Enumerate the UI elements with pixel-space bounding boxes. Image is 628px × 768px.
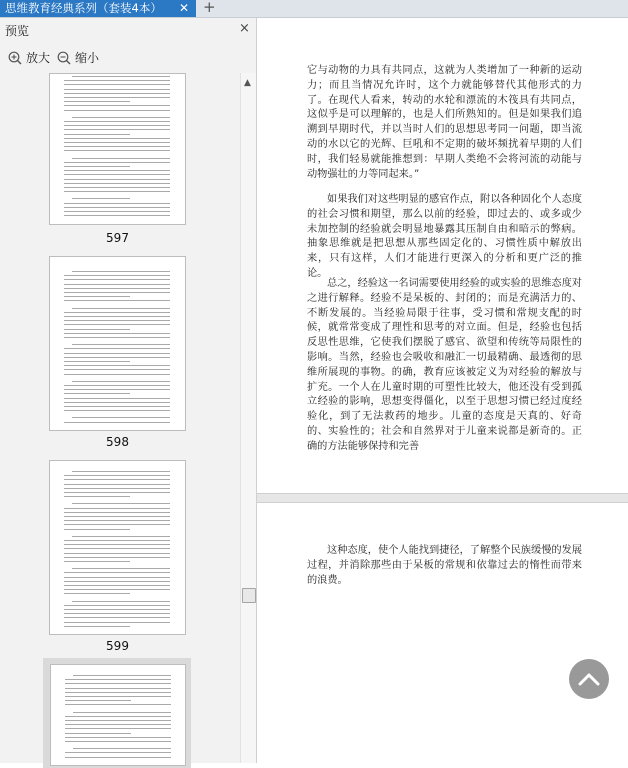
- thumbnail-text-line: [65, 679, 171, 680]
- thumbnail-text-line: [64, 577, 170, 578]
- thumbnail-text-line: [64, 279, 170, 280]
- tab-title: 思维教育经典系列（套装4本）: [5, 1, 162, 15]
- thumbnail-text-line: [64, 211, 170, 212]
- chevron-up-icon: [578, 672, 600, 686]
- thumbnail-text-line: [72, 198, 130, 199]
- thumbnail-text-line: [64, 329, 130, 330]
- thumbnail-text-line: [65, 733, 131, 734]
- thumbnail-text-line: [65, 683, 171, 684]
- thumbnail-text-line: [72, 344, 170, 345]
- thumbnail-text-line: [64, 101, 130, 102]
- thumbnail-text-line: [65, 757, 171, 758]
- thumbnail-text-line: [64, 529, 130, 530]
- paragraph: 总之，经验这一名词需要使用经验的或实验的思维态度对之进行解释。经验不是呆板的、封闭的；而是充满活力的、不断发展的。当经验局限于往事，受习惯和常规支配的时候，就常常变成了理性和思考的对立面。但是，经验也包括反思性思维，它使我们摆脱了感官、欲望和传统等局限性的影响。当然，经验也会吸收和融汇一切最精确、最透彻的思维所展现的事物。的确，教育应该被定义为对经验的解放与扩充。一个人在儿童时期的可塑性比较大，他还没有受到孤立经验的影响，思想变得僵化，以至于思想习惯已经过度经验化，到了无法救药的地步。儿童的态度是天真的、好奇的、实验性的；社会和自然界对于儿童来说都是新奇的。正确的方法能够保持和完善: [307, 278, 582, 452]
- paragraph: 如果我们对这些明显的感官作点，附以各种固化个人态度的社会习惯和期望，那么以前的经验，即过去的、或多或少未加控制的经验就会明显地暴露其压制自由和暗示的弊病。抽象思维就是把思想从那些固定化的、习惯性质中解放出来，只有这样，人们才能进行更深入的分析和更广泛的推论。: [307, 194, 582, 279]
- zoom-toolbar: [0, 48, 256, 68]
- thumbnail-text-line: [64, 572, 170, 573]
- thumbnail-text-line: [64, 179, 170, 180]
- thumbnail-text-line: [72, 117, 170, 118]
- thumbnail-text-line: [64, 129, 170, 130]
- thumbnail-text-line: [64, 374, 170, 375]
- thumbnail-text-line: [64, 150, 170, 151]
- thumbnail-text-line: [65, 728, 171, 729]
- thumbnail-text-line: [64, 479, 170, 480]
- zoom-in-icon: [8, 51, 22, 65]
- thumbnail-text-line: [64, 512, 170, 513]
- page-number-label: 599: [106, 639, 129, 653]
- thumbnail-text-line: [64, 316, 170, 317]
- preview-panel-header: [0, 18, 256, 42]
- thumbnail-text-line: [73, 712, 171, 713]
- thumbnail-text-line: [65, 688, 171, 689]
- thumbnail-text-line: [64, 324, 170, 325]
- thumbnail-text-line: [64, 398, 170, 399]
- thumbnail-scrollbar[interactable]: [240, 73, 256, 763]
- thumbnail-text-line: [72, 601, 170, 602]
- thumbnail-text-line: [64, 312, 170, 313]
- close-icon[interactable]: ×: [239, 21, 250, 36]
- thumbnail-text-line: [64, 585, 170, 586]
- thumbnail-text-line: [64, 385, 170, 386]
- thumbnail-text-line: [64, 402, 170, 403]
- thumbnail-text-line: [64, 300, 170, 301]
- page-thumbnail[interactable]: [49, 460, 186, 635]
- zoom-out-button[interactable]: [57, 48, 99, 68]
- scroll-up-arrow-icon[interactable]: ▲: [244, 78, 251, 88]
- tab-active-book[interactable]: [0, 0, 196, 17]
- thumbnail-text-line: [64, 475, 170, 476]
- thumbnail-text-line: [72, 76, 170, 77]
- page-number-label: 598: [106, 435, 129, 449]
- thumbnail-text-line: [64, 369, 170, 370]
- thumbnail-text-line: [64, 622, 170, 623]
- thumbnail-text-line: [65, 737, 171, 738]
- page-separator: [257, 493, 628, 503]
- thumbnail-list: [0, 73, 240, 763]
- thumbnail-text-line: [72, 568, 170, 569]
- thumbnail-text-line: [65, 692, 171, 693]
- thumbnail-text-line: [64, 605, 170, 606]
- thumbnail-text-line: [64, 553, 170, 554]
- paragraph: 它与动物的力具有共同点，这就为人类增加了一种新的运动力；而且当情况允许时，这个力就能够替代其他形式的力了。在现代人看来，转动的水轮和漂流的木筏具有共同点，这似乎是可以理解的，也是人们所熟知的。但是如果我们追溯到早期时代，并以当时人们的思想思考同一问题，即当流动的水以它的光辉、巨吼和不定期的破坏频扰着早期的人们时，我们轻易就能推想到：早期人类绝不会将河流的动能与动物强壮的力等同起来。”: [307, 65, 582, 180]
- thumbnail-text-line: [64, 406, 170, 407]
- thumbnail-text-line: [64, 170, 170, 171]
- thumbnail-text-line: [64, 292, 170, 293]
- thumbnail-text-line: [64, 134, 130, 135]
- thumbnail-text-line: [64, 540, 170, 541]
- thumbnail-text-line: [64, 348, 170, 349]
- thumbnail-text-line: [64, 142, 170, 143]
- page-thumbnail[interactable]: [49, 73, 186, 225]
- thumbnail-text-line: [64, 215, 170, 216]
- thumbnail-text-line: [64, 484, 170, 485]
- zoom-in-button[interactable]: [8, 48, 50, 68]
- thumbnail-text-line: [64, 613, 170, 614]
- zoom-in-label: 放大: [26, 51, 51, 65]
- thumbnail-text-line: [73, 748, 171, 749]
- thumbnail-text-line: [65, 741, 171, 742]
- thumbnail-text-line: [65, 720, 171, 721]
- thumbnail-text-line: [64, 524, 170, 525]
- thumbnail-text-line: [64, 516, 170, 517]
- thumbnail-text-line: [64, 207, 170, 208]
- thumbnail-text-line: [64, 365, 170, 366]
- thumbnail-text-line: [64, 593, 130, 594]
- back-to-top-button[interactable]: [569, 659, 609, 699]
- thumbnail-text-line: [64, 488, 170, 489]
- thumbnail-text-line: [64, 183, 170, 184]
- thumbnail-text-line: [64, 203, 170, 204]
- thumbnail-text-line: [65, 716, 171, 717]
- thumbnail-text-line: [64, 609, 170, 610]
- thumbnail-text-line: [64, 337, 170, 338]
- thumbnail-text-line: [64, 162, 170, 163]
- thumbnail-text-line: [64, 561, 130, 562]
- thumbnail-text-line: [64, 80, 170, 81]
- thumbnail-text-line: [65, 752, 171, 753]
- thumbnail-text-line: [64, 187, 170, 188]
- thumbnail-text-line: [64, 97, 170, 98]
- thumbnail-text-line: [64, 557, 170, 558]
- thumbnail-text-line: [64, 84, 170, 85]
- thumbnail-text-line: [72, 536, 170, 537]
- thumbnail-text-line: [72, 471, 170, 472]
- paragraph: 这种态度，使个人能找到捷径，了解整个民族缓慢的发展过程，并消除那些由于呆板的常规和依靠过去的惰性而带来的浪费。: [307, 545, 582, 586]
- thumbnail-text-line: [72, 271, 170, 272]
- thumbnail-text-line: [65, 696, 171, 697]
- thumbnail-text-line: [64, 121, 170, 122]
- thumbnail-text-line: [64, 410, 170, 411]
- thumbnail-text-line: [72, 503, 170, 504]
- thumbnail-text-line: [64, 626, 130, 627]
- thumbnail-text-line: [64, 520, 170, 521]
- thumbnail-text-line: [64, 353, 170, 354]
- thumbnail-text-line: [64, 110, 170, 111]
- preview-panel-title: 预览: [5, 24, 30, 38]
- page-number-label: 597: [106, 231, 129, 245]
- thumbnail-text-line: [64, 581, 170, 582]
- thumbnail-text-line: [65, 724, 171, 725]
- thumbnail-text-line: [64, 492, 170, 493]
- thumbnail-text-line: [73, 675, 171, 676]
- thumbnail-text-line: [72, 158, 170, 159]
- thumbnail-text-line: [64, 275, 170, 276]
- thumbnail-text-line: [64, 174, 170, 175]
- thumbnail-text-line: [64, 389, 170, 390]
- thumbnail-text-line: [64, 548, 170, 549]
- zoom-out-icon: [57, 51, 71, 65]
- tab-close-icon[interactable]: ✕: [178, 1, 190, 15]
- thumbnail-text-line: [64, 284, 170, 285]
- thumbnail-text-line: [64, 320, 170, 321]
- thumbnail-text-line: [72, 381, 170, 382]
- thumbnail-text-line: [64, 191, 170, 192]
- thumbnail-text-line: [64, 357, 170, 358]
- zoom-out-label: 缩小: [75, 51, 100, 65]
- thumbnail-text-line: [64, 89, 170, 90]
- thumbnail-text-line: [64, 138, 170, 139]
- page-thumbnail-current[interactable]: [50, 664, 186, 766]
- preview-panel: [0, 18, 257, 763]
- thumbnail-text-line: [64, 146, 170, 147]
- thumbnail-text-line: [72, 417, 170, 418]
- thumbnail-text-line: [64, 333, 170, 334]
- thumbnail-text-line: [64, 125, 170, 126]
- thumbnail-text-line: [64, 93, 170, 94]
- thumbnail-text-line: [64, 544, 170, 545]
- thumbnail-text-line: [64, 617, 170, 618]
- thumbnail-text-line: [65, 700, 131, 701]
- thumbnail-text-line: [64, 105, 170, 106]
- thumbnail-text-line: [72, 308, 170, 309]
- thumbnail-text-line: [64, 166, 130, 167]
- thumbnail-text-line: [64, 288, 170, 289]
- scrollbar-thumb[interactable]: [242, 588, 256, 603]
- thumbnail-text-line: [64, 508, 170, 509]
- thumbnail-text-line: [64, 589, 170, 590]
- thumbnail-text-line: [64, 393, 130, 394]
- thumbnail-text-line: [64, 496, 130, 497]
- tab-strip: [0, 0, 628, 18]
- thumbnail-text-line: [65, 704, 171, 705]
- thumbnail-text-line: [64, 296, 130, 297]
- new-tab-icon[interactable]: +: [203, 0, 216, 16]
- thumbnail-text-line: [64, 422, 170, 423]
- thumbnail-text-line: [64, 361, 130, 362]
- page-thumbnail[interactable]: [49, 256, 186, 431]
